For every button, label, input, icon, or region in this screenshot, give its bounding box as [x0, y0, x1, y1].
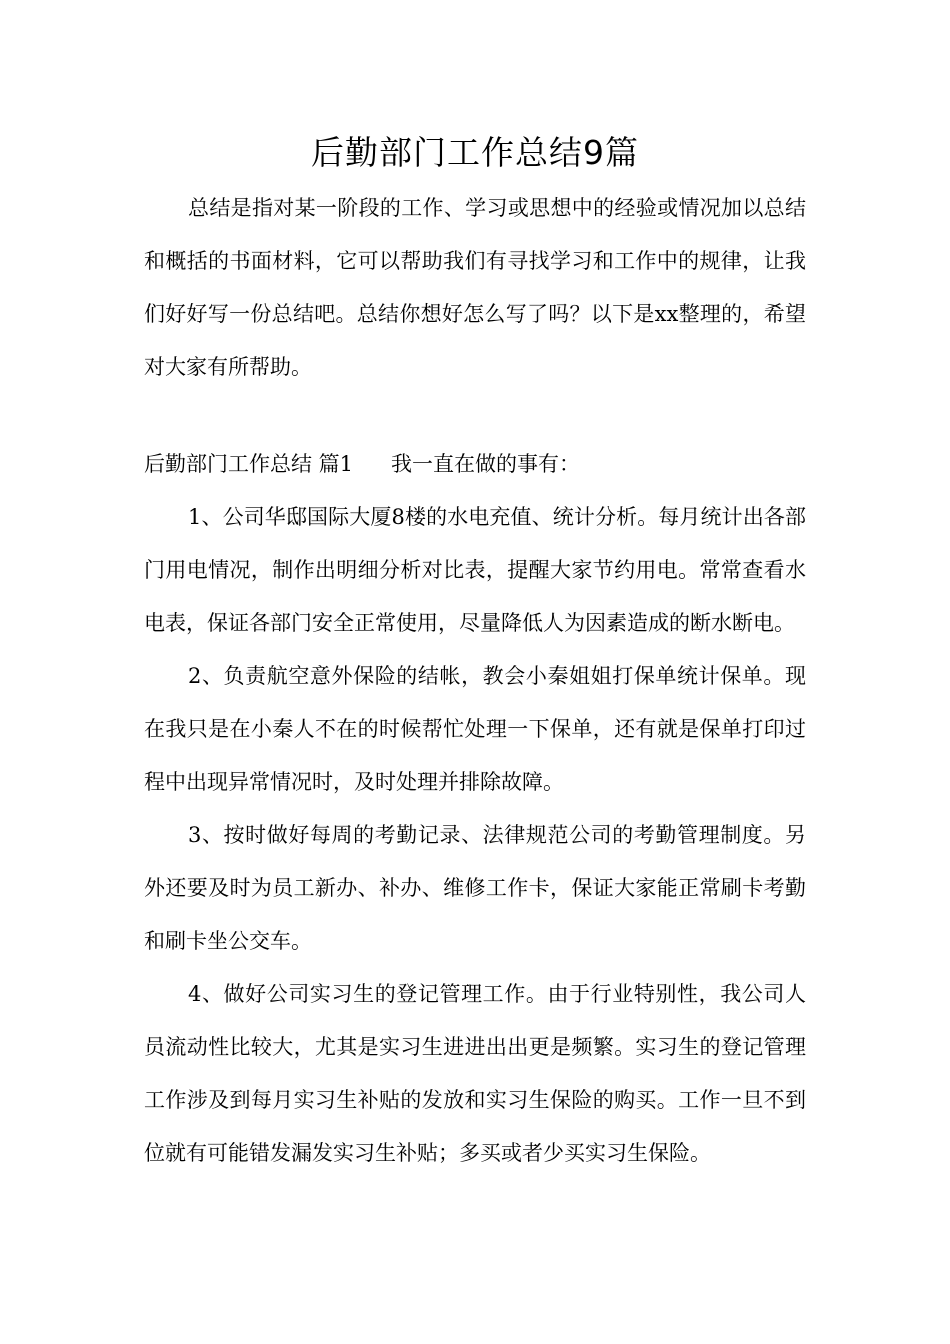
list-item: 1、公司华邸国际大厦8楼的水电充值、统计分析。每月统计出各部门用电情况，制作出明细分析对比表，提醒大家节约用电。常常查看水电表，保证各部门安全正常使用，尽量降低人为因素造成的断水断电。 — [144, 505, 806, 635]
list-item: 2、负责航空意外保险的结帐，教会小秦姐姐打保单统计保单。现在我只是在小秦人不在的时候帮忙处理一下保单，还有就是保单打印过程中出现异常情况时，及时处理并排除故障。 — [144, 664, 806, 794]
list-item: 3、按时做好每周的考勤记录、法律规范公司的考勤管理制度。另外还要及时为员工新办、补办、维修工作卡，保证大家能正常刷卡考勤和刷卡坐公交车。 — [144, 823, 806, 953]
intro-paragraph: 总结是指对某一阶段的工作、学习或思想中的经验或情况加以总结和概括的书面材料，它可以帮助我们有寻找学习和工作中的规律，让我们好好写一份总结吧。总结你想好怎么写了吗？以下是xx整理的，希望对大家有所帮助。 — [144, 196, 806, 379]
section-lead: 我一直在做的事有： — [391, 452, 581, 476]
section-heading — [144, 438, 806, 491]
document-page — [144, 128, 806, 1180]
document-title: 后勤部门工作总结9篇 — [311, 133, 639, 172]
section-title: 后勤部门工作总结 篇1 — [144, 452, 354, 476]
list-item: 4、做好公司实习生的登记管理工作。由于行业特别性，我公司人员流动性比较大，尤其是实习生进进出出更是频繁。实习生的登记管理工作涉及到每月实习生补贴的发放和实习生保险的购买。工作一旦不到位就有可能错发漏发实习生补贴；多买或者少买实习生保险。 — [144, 982, 806, 1165]
